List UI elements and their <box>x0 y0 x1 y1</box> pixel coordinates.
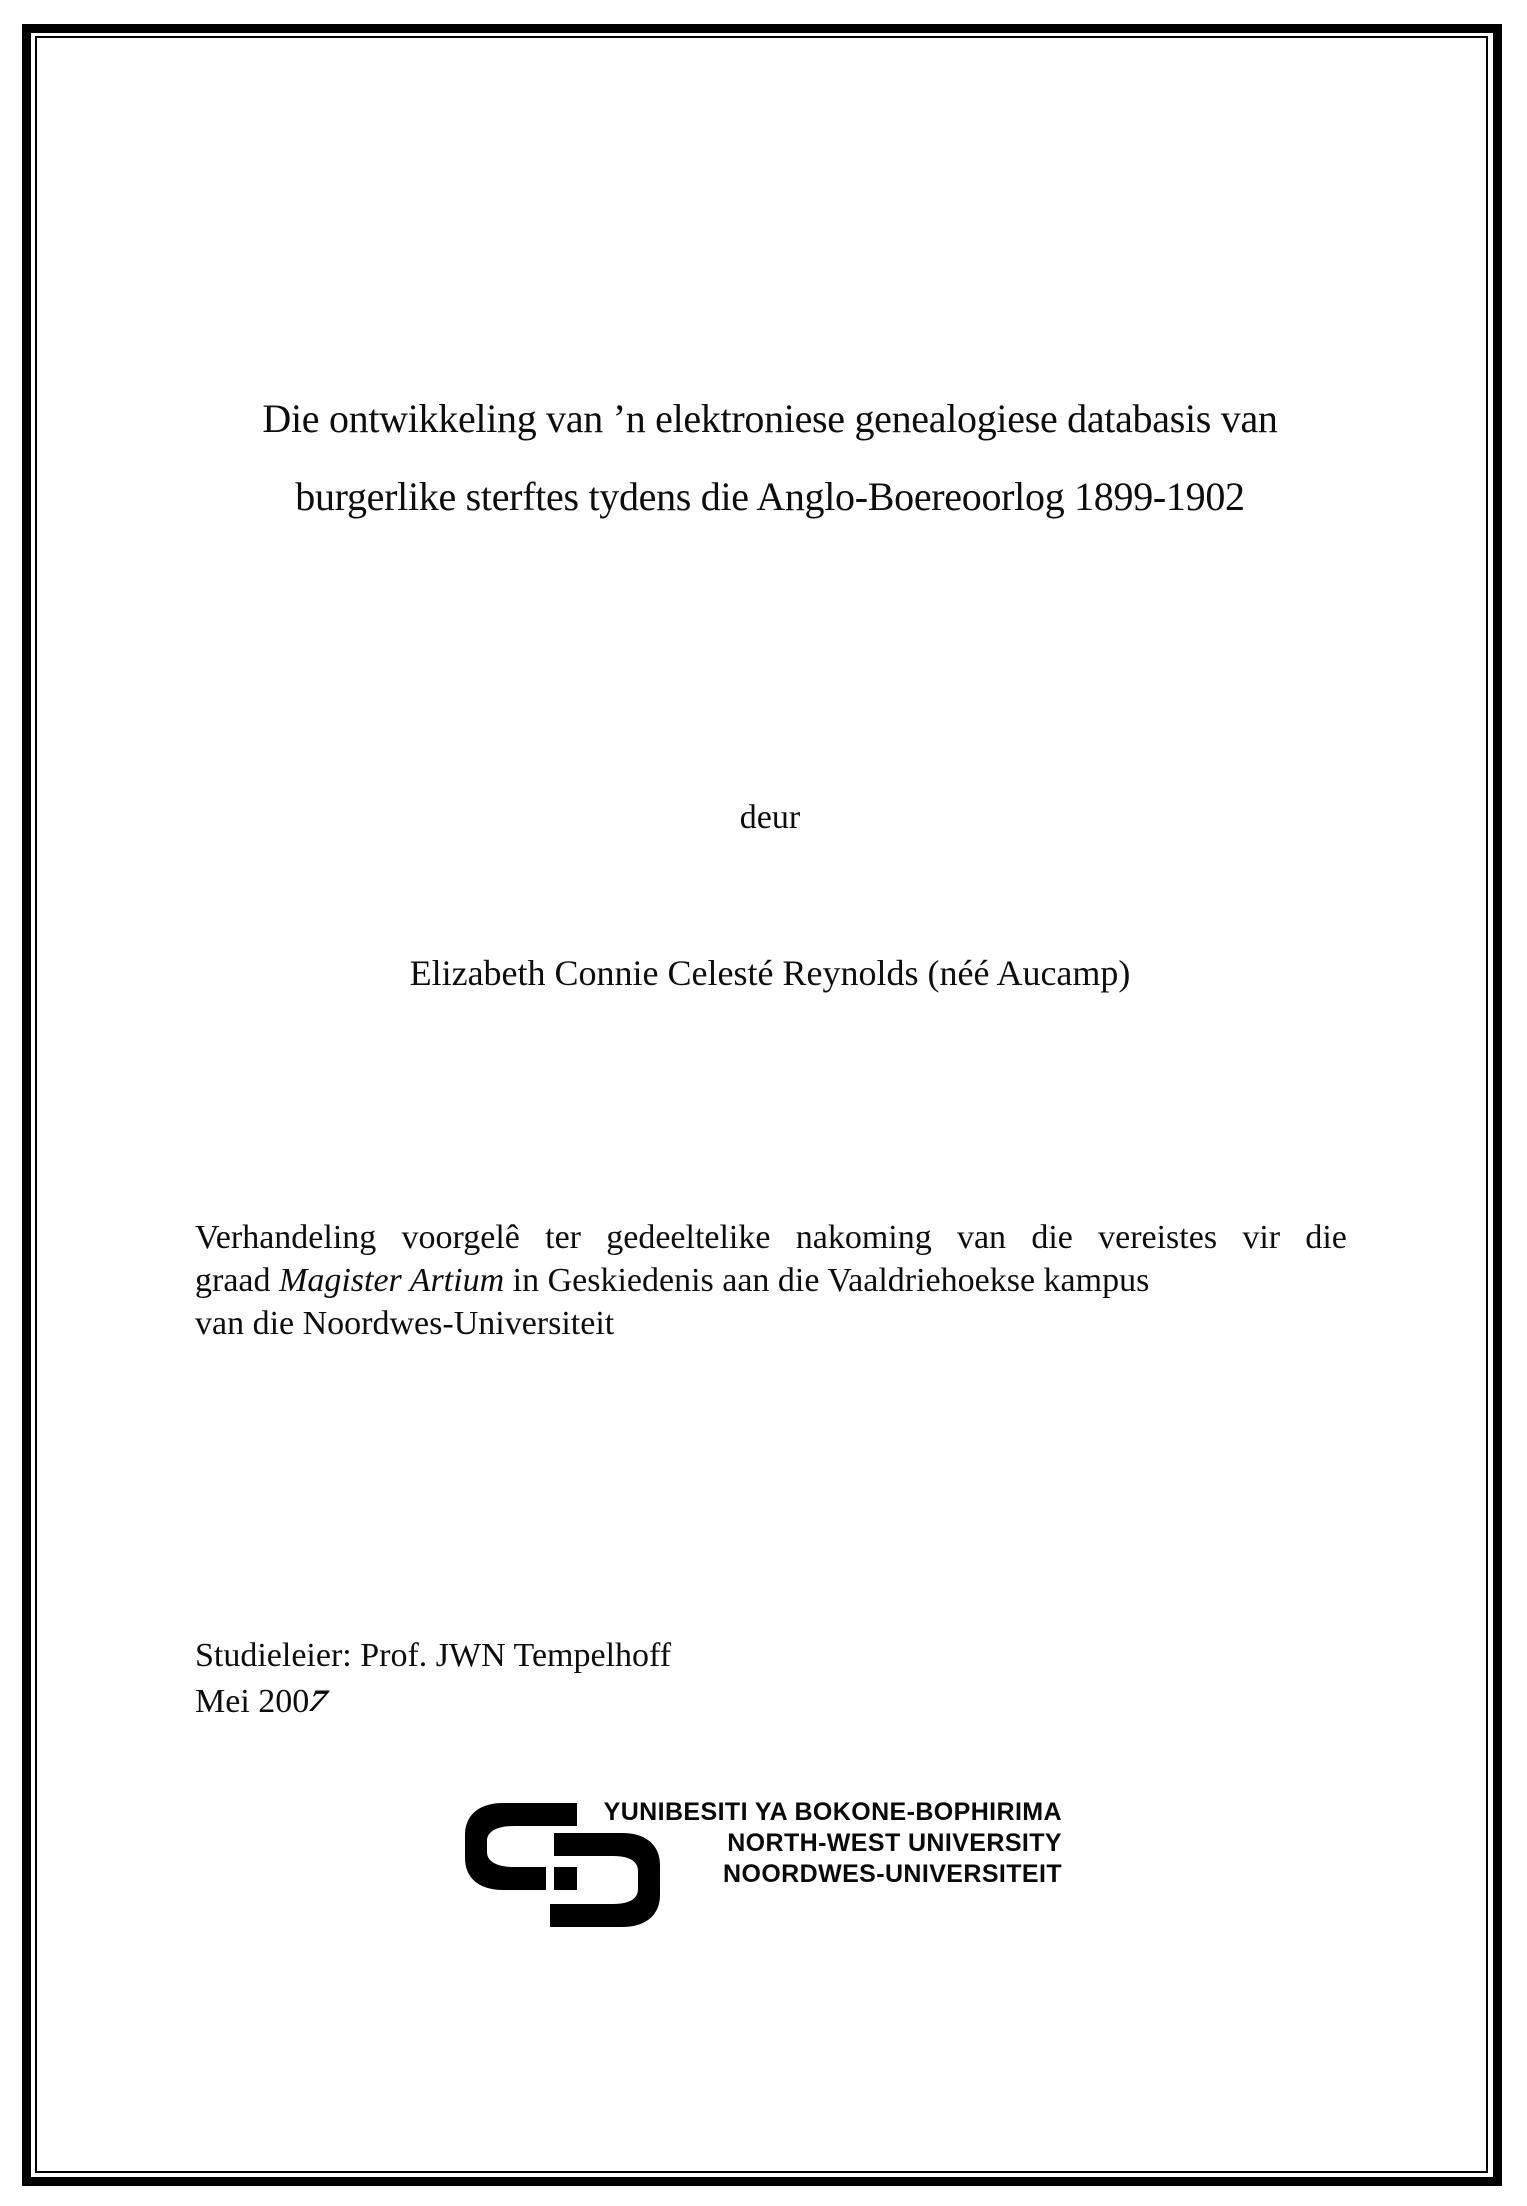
degree-name: Magister Artium <box>279 1262 505 1299</box>
logo-line-english: NORTH-WEST UNIVERSITY <box>727 1829 1062 1857</box>
title-line-1: Die ontwikkeling van ’n elektroniese genealogiese databasis van <box>262 396 1278 441</box>
declaration-line-3: van die Noordwes-Universiteit <box>195 1305 615 1342</box>
date-line <box>195 1679 671 1725</box>
university-logo-text <box>604 1797 1062 1890</box>
supervisor-block <box>195 1633 671 1725</box>
declaration-line-2-suffix: in Geskiedenis aan die Vaaldriehoekse kampus <box>504 1262 1150 1299</box>
declaration-line-2 <box>195 1259 1347 1302</box>
date-prefix: Mei 200 <box>195 1683 310 1720</box>
supervisor-line: Studieleier: Prof. JWN Tempelhoff <box>195 1637 672 1674</box>
author-name: Elizabeth Connie Celesté Reynolds (néé Aucamp) <box>409 953 1131 993</box>
thesis-title <box>190 380 1350 536</box>
byline: deur <box>739 799 801 836</box>
declaration-line-2-prefix: graad <box>195 1262 280 1299</box>
declaration-paragraph <box>195 1216 1347 1345</box>
date-final-digit: 7 <box>302 1684 334 1719</box>
title-line-2: burgerlike sterftes tydens die Anglo-Boereoorlog 1899-1902 <box>295 474 1245 519</box>
declaration-line-1: Verhandeling voorgelê ter gedeeltelike nakoming van die vereistes vir die <box>195 1219 1347 1256</box>
logo-line-afrikaans: NOORDWES-UNIVERSITEIT <box>723 1860 1062 1888</box>
logo-line-setswana: YUNIBESITI YA BOKONE-BOPHIRIMA <box>603 1798 1062 1826</box>
